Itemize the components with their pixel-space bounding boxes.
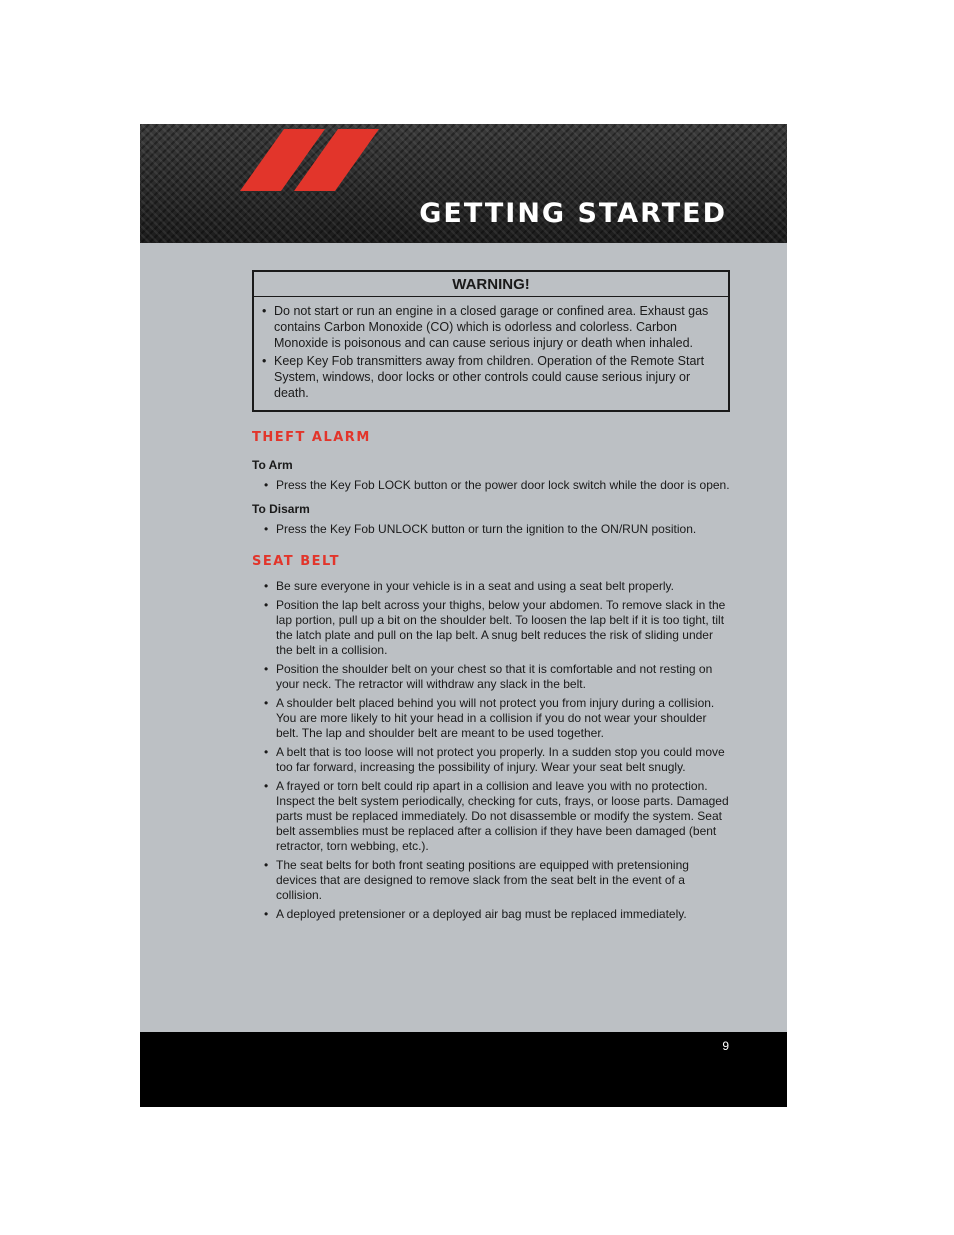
warning-title: WARNING! — [254, 272, 728, 297]
seat-belt-heading: SEAT BELT — [252, 554, 340, 569]
page-number: 9 — [722, 1039, 729, 1053]
warning-list — [254, 297, 728, 410]
theft-alarm-heading: THEFT ALARM — [252, 430, 371, 445]
list-item: • A frayed or torn belt could rip apart in a collision and leave you with no protection. Inspect the belt system periodically, checking for cuts, frays, or loose parts. Damaged parts must be replaced immediately. Do not disassemble or modify the system. Seat belt assemblies must be replaced after a collision if they have been damaged (bent retractor, torn webbing, etc.). — [264, 779, 730, 854]
list-item: • A deployed pretensioner or a deployed air bag must be replaced immediately. — [264, 907, 730, 922]
seat-belt-list — [252, 579, 730, 922]
warning-box — [252, 270, 730, 412]
page-footer — [140, 1032, 787, 1107]
to-disarm-heading: To Disarm — [252, 502, 310, 516]
list-item: • A belt that is too loose will not protect you properly. In a sudden stop you could move too far forward, increasing the possibility of injury. Wear your seat belt snugly. — [264, 745, 730, 775]
page-title: GETTING STARTED — [419, 198, 727, 229]
list-item: • Position the shoulder belt on your chest so that it is comfortable and not resting on your neck. The retractor will withdraw any slack in the belt. — [264, 662, 730, 692]
content-area — [252, 270, 730, 926]
warning-item: • Keep Key Fob transmitters away from children. Operation of the Remote Start System, windows, door locks or other controls could cause serious injury or death. — [262, 353, 722, 401]
manual-page — [140, 124, 787, 1107]
list-item: • A shoulder belt placed behind you will not protect you from injury during a collision. You are more likely to hit your head in a collision if you do not wear your shoulder belt. The lap and shoulder belt are meant to be used together. — [264, 696, 730, 741]
list-item: • Be sure everyone in your vehicle is in a seat and using a seat belt properly. — [264, 579, 730, 594]
list-item: • The seat belts for both front seating positions are equipped with pretensioning devices that are designed to remove slack from the seat belt in the event of a collision. — [264, 858, 730, 903]
warning-item: • Do not start or run an engine in a closed garage or confined area. Exhaust gas contains Carbon Monoxide (CO) which is odorless and colorless. Carbon Monoxide is poisonous and can cause serious injury or death when inhaled. — [262, 303, 722, 351]
to-disarm-list — [252, 522, 730, 537]
brand-stripes-logo — [240, 129, 390, 191]
list-item: • Press the Key Fob LOCK button or the power door lock switch while the door is open. — [264, 478, 730, 493]
to-arm-list — [252, 478, 730, 493]
page-header — [140, 124, 787, 243]
list-item: • Position the lap belt across your thighs, below your abdomen. To remove slack in the lap portion, pull up a bit on the shoulder belt. To loosen the lap belt if it is too tight, tilt the latch plate and pull on the lap belt. A snug belt reduces the risk of sliding under the belt in a collision. — [264, 598, 730, 658]
to-arm-heading: To Arm — [252, 458, 293, 472]
list-item: • Press the Key Fob UNLOCK button or turn the ignition to the ON/RUN position. — [264, 522, 730, 537]
